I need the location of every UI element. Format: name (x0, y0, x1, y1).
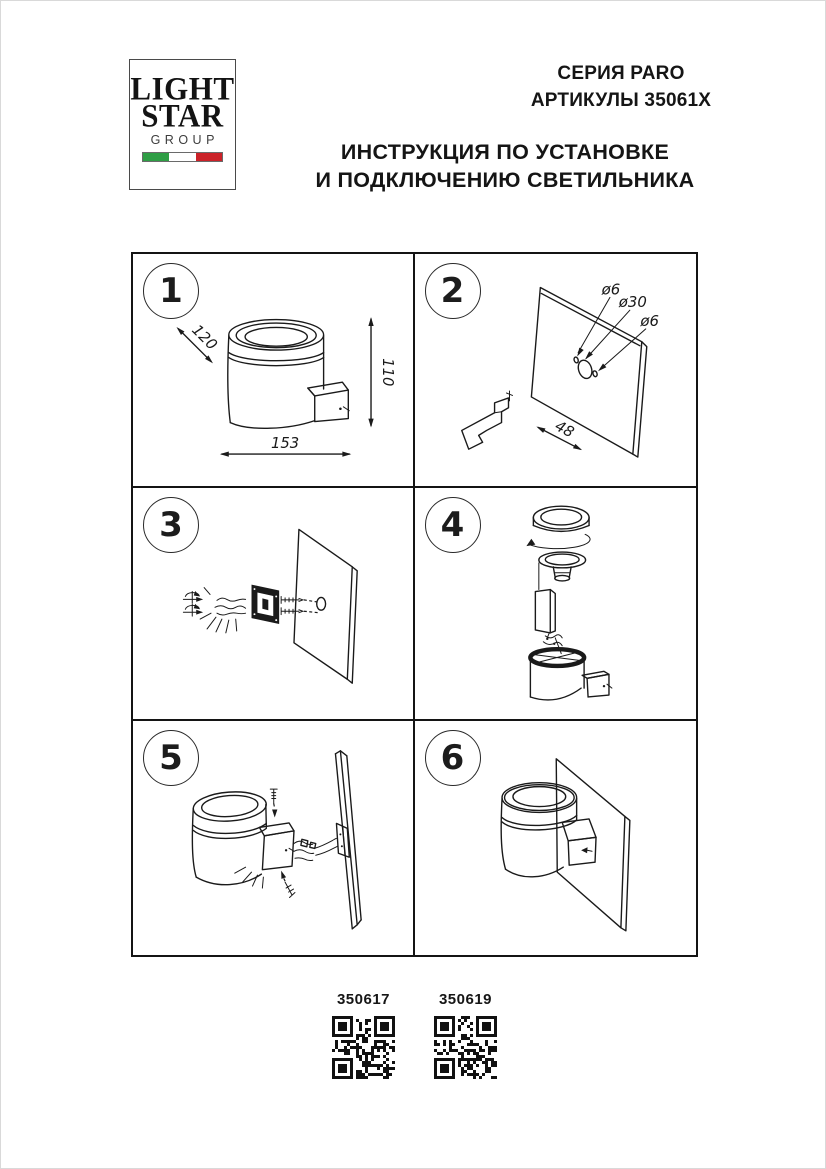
dim-110-label: 110 (378, 358, 396, 387)
drill-icon (461, 398, 508, 449)
qr-code (434, 1016, 497, 1079)
series-title: СЕРИЯ PARO (557, 63, 685, 84)
step-6-panel (415, 721, 697, 955)
step-5-panel (133, 721, 415, 955)
screw-icon (270, 789, 277, 817)
step-3-number: 3 (143, 497, 199, 553)
step-1-number: 1 (143, 263, 199, 319)
instruction-title-line2: И ПОДКЛЮЧЕНИЮ СВЕТИЛЬНИКА (315, 167, 695, 192)
screw-icon (281, 596, 317, 603)
step-5-number: 5 (143, 730, 199, 786)
flag-red-segment (196, 153, 222, 161)
dim-120-label: 120 (188, 321, 221, 354)
step-1-panel (133, 254, 415, 488)
articles-title: АРТИКУЛЫ 35061X (530, 90, 712, 111)
flag-white-segment (169, 153, 195, 161)
dim-153-label: 153 (270, 435, 300, 453)
logo-light-text: LIGHT (130, 70, 235, 107)
logo-group-text: GROUP (150, 133, 219, 147)
dim-hole3-label: ø6 (639, 312, 659, 330)
step-2-panel (415, 254, 697, 488)
flag-green-segment (143, 153, 169, 161)
step-2-number: 2 (425, 263, 481, 319)
lightstar-logo (129, 59, 236, 190)
logo-star-text: STAR (141, 97, 224, 134)
italian-flag-bar (142, 152, 223, 162)
screw-turn-icon (183, 603, 203, 615)
rotate-arrow-icon (528, 534, 590, 548)
step-4-number: 4 (425, 497, 481, 553)
dim-48-label: 48 (551, 416, 577, 442)
steps-grid (131, 252, 698, 957)
instruction-title (305, 139, 705, 194)
step-3-panel (133, 488, 415, 722)
qr-code (332, 1016, 395, 1079)
step-6-number: 6 (425, 730, 481, 786)
qr-label-350617: 350617 (336, 991, 391, 1008)
instruction-title-line1: ИНСТРУКЦИЯ ПО УСТАНОВКЕ (340, 140, 670, 164)
step-4-panel (415, 488, 697, 722)
qr-label-350619: 350619 (438, 991, 493, 1008)
dim-hole2-label: ø30 (618, 293, 647, 312)
series-block (421, 60, 821, 114)
screw-icon (281, 607, 319, 614)
dim-hole1-label: ø6 (601, 280, 620, 299)
screw-turn-icon (183, 591, 203, 603)
screw-icon (281, 871, 295, 898)
